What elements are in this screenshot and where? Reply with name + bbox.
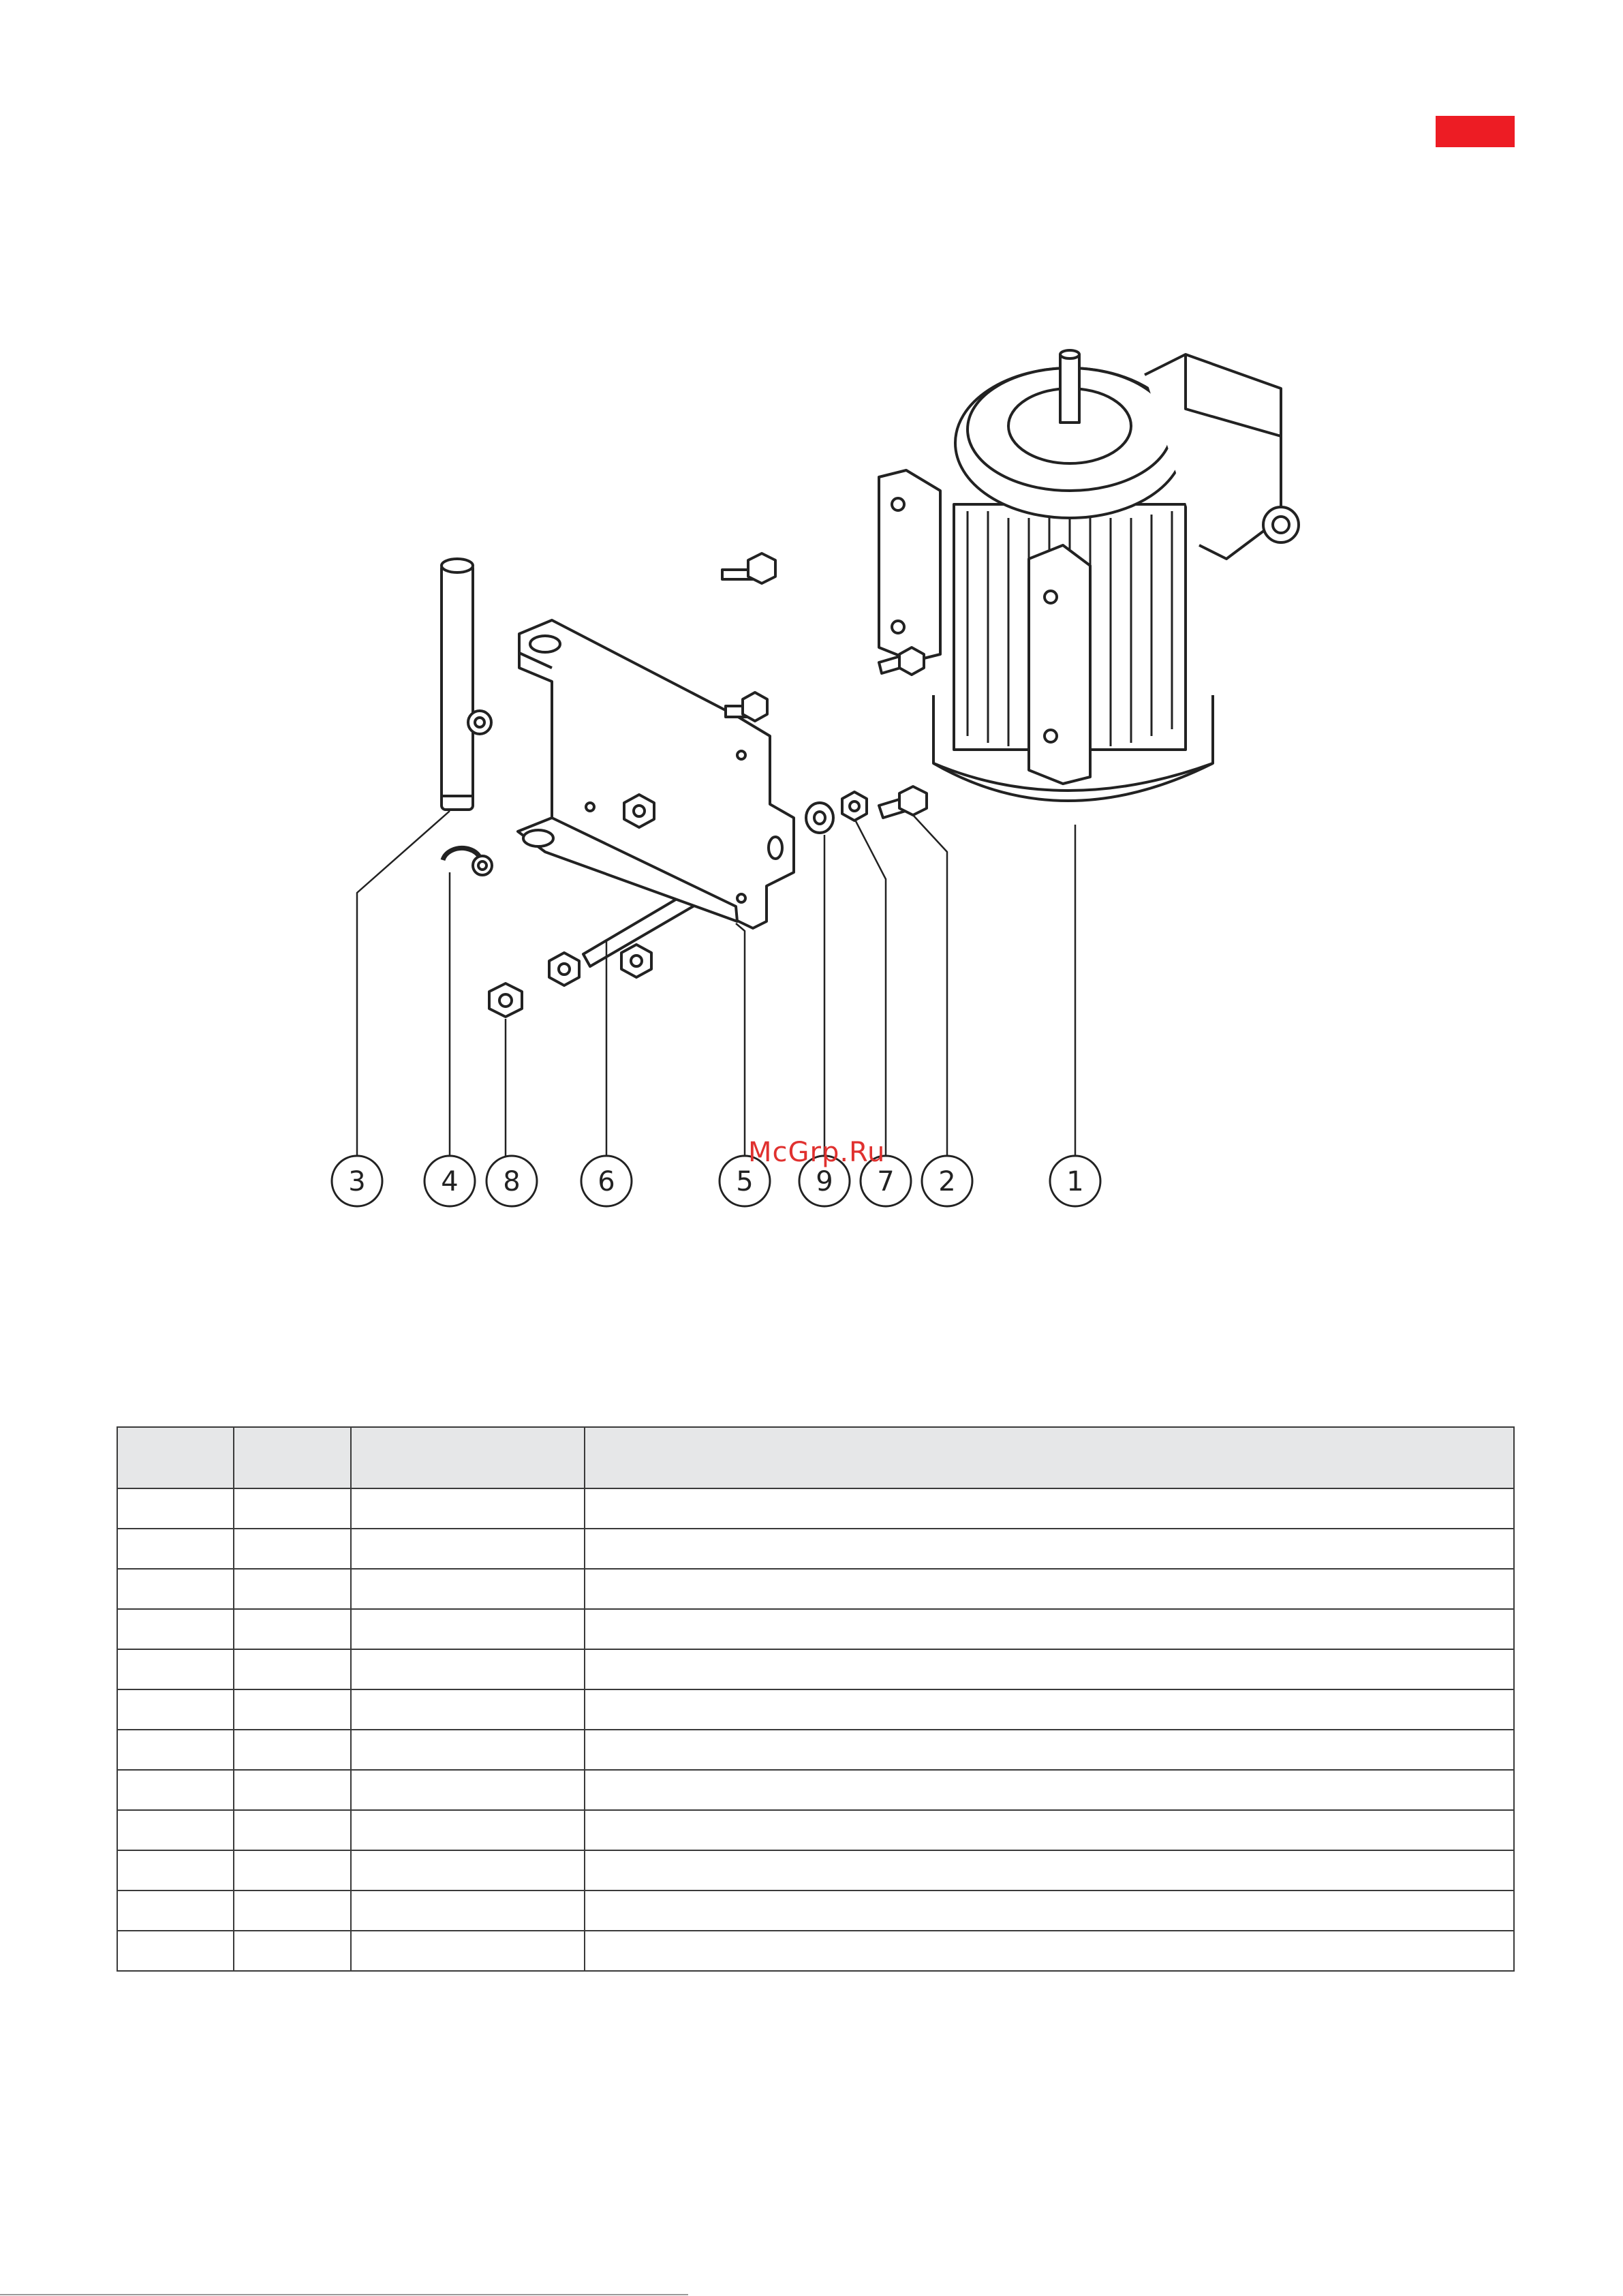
table-cell	[351, 1891, 585, 1931]
table-cell	[234, 1931, 351, 1971]
table-cell	[117, 1529, 234, 1569]
part-bolt-6	[549, 891, 698, 985]
table-cell	[351, 1609, 585, 1649]
svg-text:4: 4	[441, 1166, 459, 1197]
part-washer-9	[806, 803, 833, 833]
table-cell	[585, 1569, 1514, 1609]
table-row	[117, 1891, 1514, 1931]
table-cell	[585, 1529, 1514, 1569]
table-row	[117, 1730, 1514, 1770]
callout-4	[424, 1156, 475, 1206]
table-cell	[351, 1569, 585, 1609]
svg-text:2: 2	[938, 1166, 956, 1197]
header-cell	[351, 1427, 585, 1488]
table-row	[117, 1770, 1514, 1810]
parts-table	[117, 1426, 1515, 1972]
table-cell	[234, 1891, 351, 1931]
table-cell	[351, 1488, 585, 1529]
part-circlip	[443, 848, 492, 875]
svg-text:3: 3	[348, 1166, 366, 1197]
part-bracket	[518, 553, 794, 928]
table-cell	[117, 1810, 234, 1850]
table-cell	[117, 1891, 234, 1931]
table-header-row	[117, 1427, 1514, 1488]
table-cell	[117, 1689, 234, 1730]
table-cell	[117, 1770, 234, 1810]
table-cell	[351, 1649, 585, 1689]
table-row	[117, 1810, 1514, 1850]
table-cell	[234, 1810, 351, 1850]
table-cell	[585, 1609, 1514, 1649]
svg-text:1: 1	[1066, 1166, 1084, 1197]
header-cell	[585, 1427, 1514, 1488]
callout-3	[332, 1156, 382, 1206]
table-cell	[585, 1488, 1514, 1529]
table-cell	[117, 1730, 234, 1770]
table-cell	[117, 1931, 234, 1971]
part-nut-8	[489, 983, 522, 1017]
footer-rule	[0, 2294, 688, 2295]
table-cell	[351, 1770, 585, 1810]
table-cell	[585, 1649, 1514, 1689]
svg-text:7: 7	[877, 1166, 895, 1197]
table-cell	[234, 1529, 351, 1569]
table-cell	[234, 1770, 351, 1810]
callout-bubbles	[332, 1156, 1100, 1206]
part-bolt-2	[879, 786, 927, 818]
table-cell	[351, 1730, 585, 1770]
table-row	[117, 1569, 1514, 1609]
table-cell	[117, 1609, 234, 1649]
table-cell	[117, 1569, 234, 1609]
table-cell	[234, 1569, 351, 1609]
table-cell	[351, 1529, 585, 1569]
table-row	[117, 1529, 1514, 1569]
svg-text:9: 9	[816, 1166, 833, 1197]
callout-6	[581, 1156, 632, 1206]
svg-text:8: 8	[503, 1166, 521, 1197]
table-cell	[585, 1931, 1514, 1971]
callout-8	[486, 1156, 537, 1206]
table-cell	[351, 1810, 585, 1850]
table-cell	[234, 1609, 351, 1649]
table-cell	[585, 1810, 1514, 1850]
table-cell	[585, 1689, 1514, 1730]
table-cell	[234, 1850, 351, 1891]
table-row	[117, 1488, 1514, 1529]
table-row	[117, 1931, 1514, 1971]
part-pin	[442, 559, 491, 810]
header-cell	[234, 1427, 351, 1488]
watermark: McGrp.Ru	[748, 1137, 886, 1168]
table-cell	[585, 1770, 1514, 1810]
table-cell	[351, 1850, 585, 1891]
table-cell	[234, 1488, 351, 1529]
table-cell	[117, 1649, 234, 1689]
table-cell	[585, 1850, 1514, 1891]
svg-text:6: 6	[598, 1166, 615, 1197]
table-row	[117, 1649, 1514, 1689]
table-cell	[234, 1649, 351, 1689]
table-cell	[585, 1730, 1514, 1770]
table-cell	[351, 1689, 585, 1730]
header-cell	[117, 1427, 234, 1488]
part-nut-7	[842, 792, 867, 821]
table-cell	[117, 1850, 234, 1891]
table-cell	[234, 1730, 351, 1770]
table-row	[117, 1850, 1514, 1891]
callout-2	[922, 1156, 972, 1206]
table-row	[117, 1689, 1514, 1730]
table-cell	[117, 1488, 234, 1529]
table-cell	[351, 1931, 585, 1971]
svg-text:5: 5	[736, 1166, 754, 1197]
table-cell	[234, 1689, 351, 1730]
callout-1	[1050, 1156, 1100, 1206]
part-motor	[879, 350, 1299, 801]
table-cell	[585, 1891, 1514, 1931]
table-row	[117, 1609, 1514, 1649]
